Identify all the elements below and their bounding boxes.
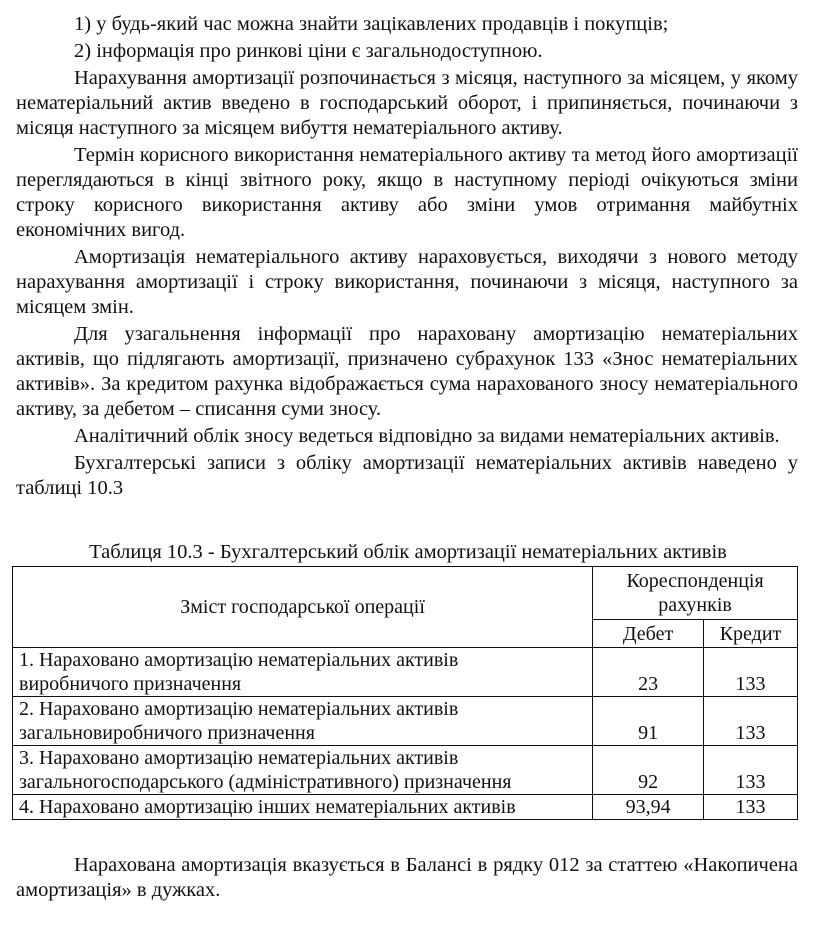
operation-cell — [13, 795, 593, 820]
operation-line: 3. Нараховано амортизацію нематеріальних активів — [19, 747, 459, 769]
operation-line: 4. Нараховано амортизацію інших нематеріальних активів — [19, 796, 516, 818]
credit-cell: 133 — [704, 746, 798, 795]
credit-cell: 133 — [704, 648, 798, 697]
operation-cell — [13, 697, 593, 746]
paragraph-subaccount-133: Для узагальнення інформації про нараховану амортизацію нематеріальних активів, що підлягають амортизації, призначено субрахунок 133 «Знос нематеріальних активів». За кредитом рахунка відображається сума нарахованого зносу нематеріального активу, за дебетом – списання суми зносу. — [16, 323, 798, 420]
operation-line: загальногосподарського (адміністративного) призначення — [19, 771, 512, 793]
paragraph-analytical-accounting: Аналітичний облік зносу ведеться відповідно за видами нематеріальних активів. — [74, 425, 780, 447]
table-row — [13, 746, 798, 795]
debit-cell: 23 — [593, 648, 704, 697]
operation-line: 2. Нараховано амортизацію нематеріальних активів — [19, 698, 459, 720]
table-row — [13, 697, 798, 746]
debit-cell: 93,94 — [593, 795, 704, 820]
operation-cell — [13, 648, 593, 697]
credit-cell: 133 — [704, 697, 798, 746]
operation-line: загальновиробничого призначення — [19, 722, 315, 744]
paragraph-new-method: Амортизація нематеріального активу нараховується, виходячи з нового методу нарахування амортизації і строку використання, починаючи з місяця, наступного за місяцем змін. — [16, 246, 798, 318]
operation-line: виробничого призначення — [19, 673, 242, 695]
paragraph-useful-life-review: Термін корисного використання нематеріального активу та метод його амортизації переглядаються в кінці звітного року, якщо в наступному періоді очікуються зміни строку корисного використання активу або зміни умов отримання майбутніх економічних вигод. — [16, 144, 798, 241]
list-item-1: 1) у будь-який час можна знайти зацікавлених продавців і покупців; — [74, 13, 669, 35]
paragraph-amortization-start: Нарахування амортизації розпочинається з місяця, наступного за місяцем, у якому нематеріальний актив введено в господарський оборот, і припиняється, починаючи з місяця наступного за місяцем вибуття нематеріального активу. — [16, 67, 798, 139]
header-correspondence: Кореспонденція рахунків — [593, 567, 798, 620]
table-row — [13, 648, 798, 697]
table-row — [13, 795, 798, 820]
header-debit: Дебет — [593, 620, 704, 648]
table-caption: Таблиця 10.3 - Бухгалтерський облік амортизації нематеріальних активів — [89, 541, 727, 563]
paragraph-balance-line: Нарахована амортизація вказується в Балансі в рядку 012 за статтею «Накопичена амортизація» в дужках. — [16, 854, 798, 901]
paragraph-table-reference: Бухгалтерські записи з обліку амортизації нематеріальних активів наведено у таблиці 10.3 — [16, 452, 798, 499]
debit-cell: 92 — [593, 746, 704, 795]
operation-cell — [13, 746, 593, 795]
debit-cell: 91 — [593, 697, 704, 746]
body-text — [16, 12, 798, 503]
amortization-table — [12, 566, 798, 820]
credit-cell: 133 — [704, 795, 798, 820]
list-item-2: 2) інформація про ринкові ціни є загальнодоступною. — [74, 40, 543, 62]
operation-line: 1. Нараховано амортизацію нематеріальних активів — [19, 649, 459, 671]
header-credit: Кредит — [704, 620, 798, 648]
table-header-row — [13, 567, 798, 620]
header-operation: Зміст господарської операції — [13, 567, 593, 648]
